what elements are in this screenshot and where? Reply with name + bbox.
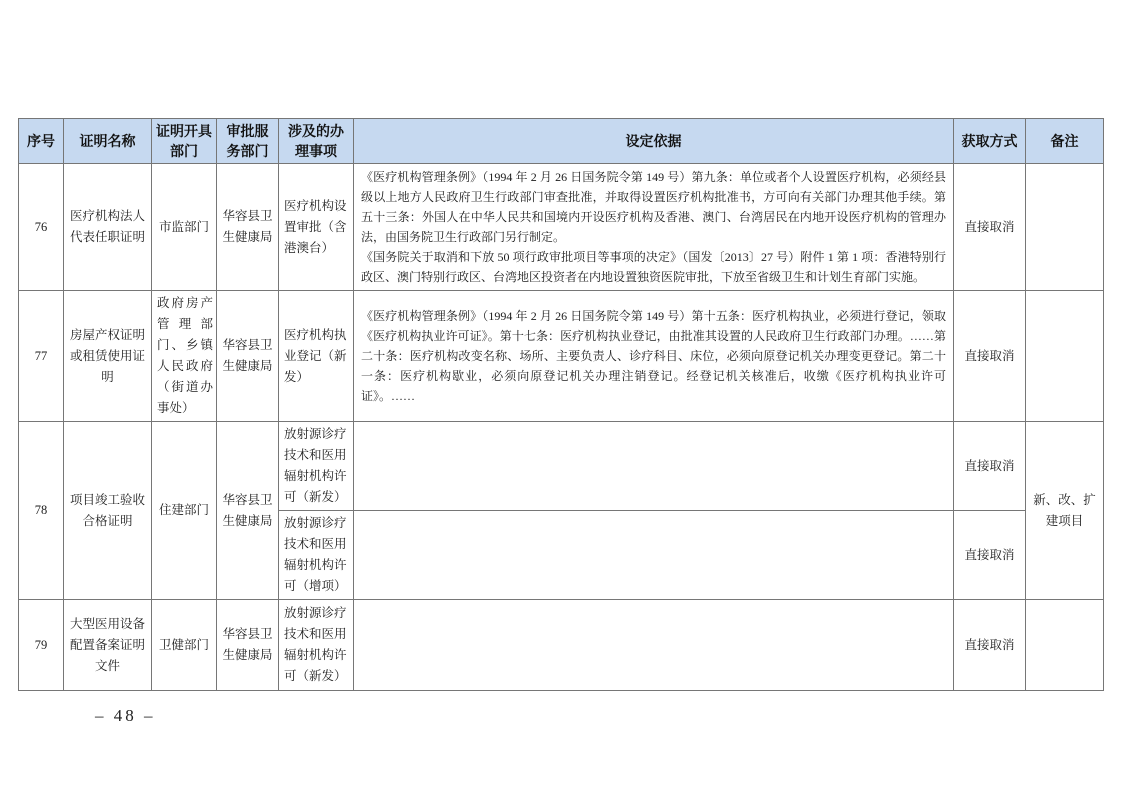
table-row-76 (19, 164, 1104, 291)
cell-basis (354, 164, 954, 291)
header-seq: 序号 (19, 119, 64, 164)
cell-issuing-dept: 住建部门 (152, 422, 217, 600)
header-basis: 设定依据 (354, 119, 954, 164)
table-row-77 (19, 291, 1104, 422)
header-approval-dept: 审批服务部门 (217, 119, 279, 164)
cell-method: 直接取消 (954, 600, 1026, 691)
header-cert-name: 证明名称 (64, 119, 152, 164)
cell-method: 直接取消 (954, 511, 1026, 600)
cell-approval-dept: 华容县卫生健康局 (217, 600, 279, 691)
cell-approval-dept: 华容县卫生健康局 (217, 422, 279, 600)
cell-approval-dept: 华容县卫生健康局 (217, 291, 279, 422)
header-remark: 备注 (1026, 119, 1104, 164)
cell-seq: 76 (19, 164, 64, 291)
cell-remark (1026, 164, 1104, 291)
cell-basis (354, 291, 954, 422)
cell-cert-name: 大型医用设备配置备案证明文件 (64, 600, 152, 691)
cell-seq: 79 (19, 600, 64, 691)
cell-basis (354, 422, 954, 511)
cell-matter: 医疗机构执业登记（新发） (279, 291, 354, 422)
basis-paragraph-1: 《医疗机构管理条例》（1994 年 2 月 26 日国务院令第 149 号）第九条：单位或者个人设置医疗机构，必须经县级以上地方人民政府卫生行政部门审查批准，并取得设置医疗机构批准书，方可向有关部门办理其他手续。第五十三条：外国人在中华人民共和国境内开设医疗机构及香港、澳门、台湾居民在内地开设医疗机构的管理办法，由国务院卫生行政部门另行制定。 (361, 170, 946, 244)
cell-approval-dept: 华容县卫生健康局 (217, 164, 279, 291)
table-row-79 (19, 600, 1104, 691)
cell-issuing-dept: 政府房产管理部门、乡镇人民政府（街道办事处） (152, 291, 217, 422)
cell-remark: 新、改、扩建项目 (1026, 422, 1104, 600)
cell-issuing-dept: 市监部门 (152, 164, 217, 291)
cancelled-certificates-table (18, 118, 1104, 691)
header-issuing-dept: 证明开具部门 (152, 119, 217, 164)
cell-seq: 77 (19, 291, 64, 422)
table-row-78-sub-1 (19, 422, 1104, 511)
cell-seq: 78 (19, 422, 64, 600)
cell-remark (1026, 291, 1104, 422)
cell-matter: 放射源诊疗技术和医用辐射机构许可（新发） (279, 422, 354, 511)
cell-issuing-dept: 卫健部门 (152, 600, 217, 691)
table-header-row (19, 119, 1104, 164)
basis-paragraph-1: 《医疗机构管理条例》（1994 年 2 月 26 日国务院令第 149 号）第十五条：医疗机构执业，必须进行登记，领取《医疗机构执业许可证》。第十七条：医疗机构执业登记，由批准其设置的人民政府卫生行政部门办理。……第二十条：医疗机构改变名称、场所、主要负责人、诊疗科目、床位，必须向原登记机关办理变更登记。第二十一条：医疗机构歇业，必须向原登记机关办理注销登记。经登记机关核准后，收缴《医疗机构执业许可证》。…… (361, 309, 946, 403)
header-method: 获取方式 (954, 119, 1026, 164)
cell-matter: 医疗机构设置审批（含港澳台） (279, 164, 354, 291)
basis-paragraph-2: 《国务院关于取消和下放 50 项行政审批项目等事项的决定》（国发〔2013〕27 号）附件 1 第 1 项：香港特别行政区、澳门特别行政区、台湾地区投资者在内地设置独资医院审批，下放至省级卫生和计划生育部门实施。 (361, 250, 946, 284)
cell-basis (354, 600, 954, 691)
cell-method: 直接取消 (954, 291, 1026, 422)
cell-method: 直接取消 (954, 164, 1026, 291)
page-number: – 48 – (95, 706, 156, 725)
cell-cert-name: 医疗机构法人代表任职证明 (64, 164, 152, 291)
cell-matter: 放射源诊疗技术和医用辐射机构许可（新发） (279, 600, 354, 691)
cell-remark (1026, 600, 1104, 691)
cell-cert-name: 项目竣工验收合格证明 (64, 422, 152, 600)
cell-method: 直接取消 (954, 422, 1026, 511)
header-matter: 涉及的办理事项 (279, 119, 354, 164)
cell-matter: 放射源诊疗技术和医用辐射机构许可（增项） (279, 511, 354, 600)
cell-cert-name: 房屋产权证明或租赁使用证明 (64, 291, 152, 422)
cell-basis (354, 511, 954, 600)
